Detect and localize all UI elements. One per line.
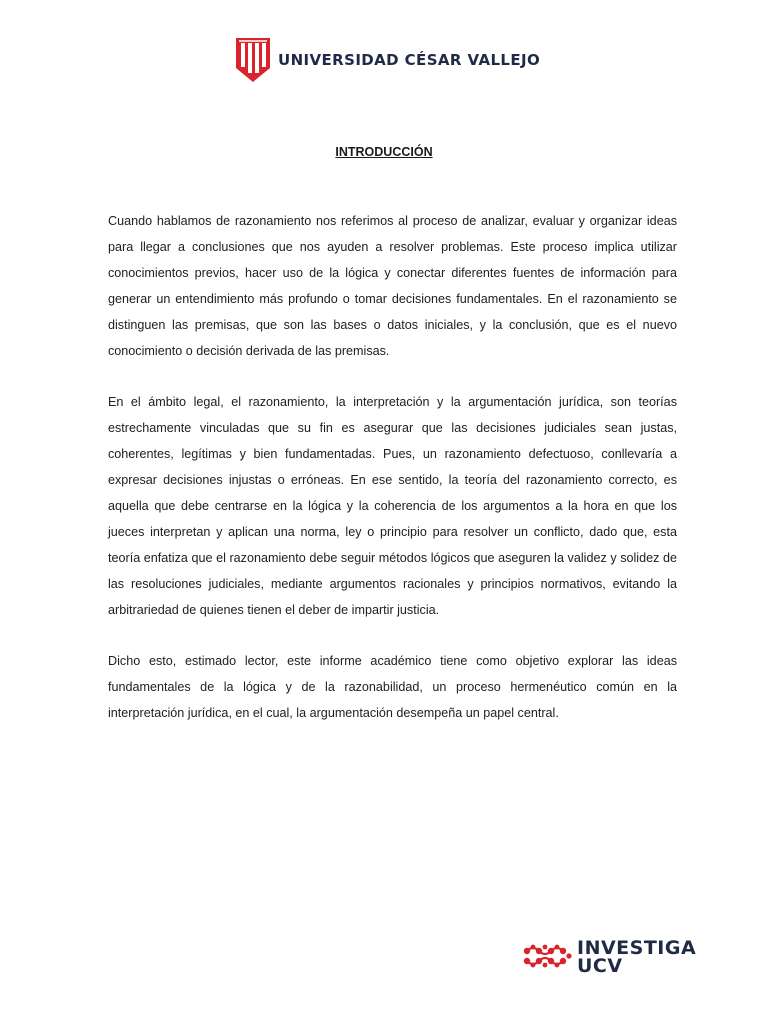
paragraph-3: Dicho esto, estimado lector, este informe académico tiene como objetivo explorar las ideas fundamentales de la lógica y de la razonabilidad, un proceso hermenéutico común en la interpretación jurídica, en el cual, la argumentación desempeña un papel central. — [108, 654, 677, 720]
ucv-label: UCV — [577, 955, 623, 977]
investiga-label: INVESTIGA — [577, 937, 697, 959]
ucv-shield-icon — [236, 38, 270, 82]
investiga-ucv-logo — [523, 939, 696, 975]
paragraph-1: Cuando hablamos de razonamiento nos referimos al proceso de analizar, evaluar y organizar ideas para llegar a conclusiones que nos ayuden a resolver problemas. Este proceso implica utilizar conocimientos previos, hacer uso de la lógica y conectar diferentes fuentes de información para generar un entendimiento más profundo o tomar decisiones fundamentales. En el razonamiento se distinguen las premisas, que son las bases o datos iniciales, y la conclusión, que es el nuevo conocimiento o decisión derivada de las premisas. — [108, 214, 677, 358]
paragraph-2: En el ámbito legal, el razonamiento, la interpretación y la argumentación jurídica, son teorías estrechamente vinculadas que su fin es asegurar que las decisiones judiciales sean justas, coherentes, legítimas y bien fundamentadas. Pues, un razonamiento defectuoso, conllevaría a expresar decisiones injustas o erróneas. En ese sentido, la teoría del razonamiento correcto, es aquella que debe centrarse en la lógica y la coherencia de los argumentos a la hora en que los jueces interpretan y aplican una norma, ley o principio para resolver un conflicto, dado que, esta teoría enfatiza que el razonamiento debe seguir métodos lógicos que aseguren la validez y solidez de las resoluciones judiciales, mediante argumentos racionales y principios normativos, evitando la arbitrariedad de quienes tienen el deber de impartir justicia. — [108, 395, 677, 617]
investiga-dots-icon — [523, 939, 573, 975]
investiga-wordmark — [577, 939, 696, 975]
university-logo — [236, 38, 540, 82]
document-title: INTRODUCCIÓN — [335, 145, 433, 159]
document-body — [108, 208, 677, 751]
university-name: UNIVERSIDAD CÉSAR VALLEJO — [278, 51, 541, 69]
